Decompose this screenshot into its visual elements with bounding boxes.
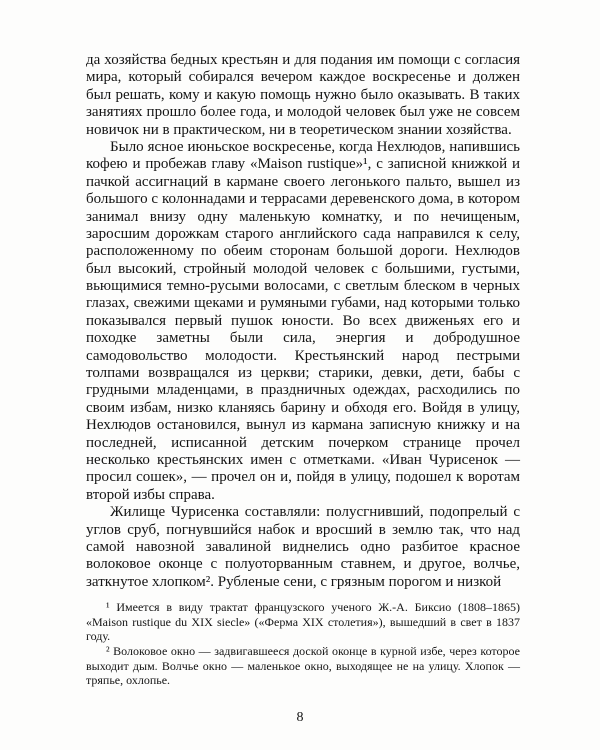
paragraph: Жилище Чурисенка составляли: полусгнивший, подопрелый с углов сруб, погнувшийся набок и вросший в землю так, что над самой навозной завалиной виднелись одно разбитое красное волоковое оконце с полуоторванным ставнем, и другое, волчье, заткнутое хлопком². Рубленые сени, с грязным порогом и низкой: [86, 504, 520, 590]
page-number: 8: [296, 710, 304, 725]
paragraph: Было ясное июньское воскресенье, когда Нехлюдов, напившись кофею и пробежав главу «Maison rustique»¹, с записной книжкой и пачкой ассигнаций в кармане своего легонького пальто, вышел из большого с колоннадами и террасами деревенского дома, в котором занимал внизу одну маленькую комнатку, и по нечищеным, заросшим дорожкам старого английского сада направился к селу, расположенному по обеим сторонам большой дороги. Нехлюдов был высокий, стройный молодой человек с большими, густыми, вьющимися темно-русыми волосами, с светлым блеском в черных глазах, свежими щеками и румяными губами, над которыми только показывался первый пушок юности. Во всех движеньях его и походке заметны были сила, энергия и добродушное самодовольство молодости. Крестьянский народ пестрыми толпами возвращался из церкви; старики, девки, дети, бабы с грудными младенцами, в праздничных одеждах, расходились по своим избам, низко кланяясь барину и обходя его. Войдя в улицу, Нехлюдов остановился, вынул из кармана записную книжку и на последней, исписанной детским почерком странице прочел несколько крестьянских имен с отметками. «Иван Чурисенок — просил сошек», — прочел он и, пойдя в улицу, подошел к воротам второй избы справа.: [86, 138, 520, 503]
footnotes-section: [86, 600, 520, 688]
paragraph-continuation: да хозяйства бедных крестьян и для подания им помощи с согласия мира, который собирался вечером каждое воскресенье и должен был решать, кому и какую помощь нужно было оказывать. В таких занятиях прошло более года, и молодой человек был уже не совсем новичок ни в практическом, ни в теоретическом знании хозяйства.: [86, 52, 520, 138]
footnote-2: ² Волоковое окно — задвигавшееся доской оконце в курной избе, через которое выходит дым. Волчье окно — маленькое окно, выходящее не на улицу. Хлопок — тряпье, охлопье.: [86, 643, 520, 688]
footnote-1: ¹ Имеется в виду трактат французского ученого Ж.-А. Биксио (1808–1865) «Maison rustique du XIX siecle» («Ферма XIX столетия»), вышедший в свет в 1837 году.: [86, 600, 520, 644]
main-text-block: [86, 52, 520, 688]
